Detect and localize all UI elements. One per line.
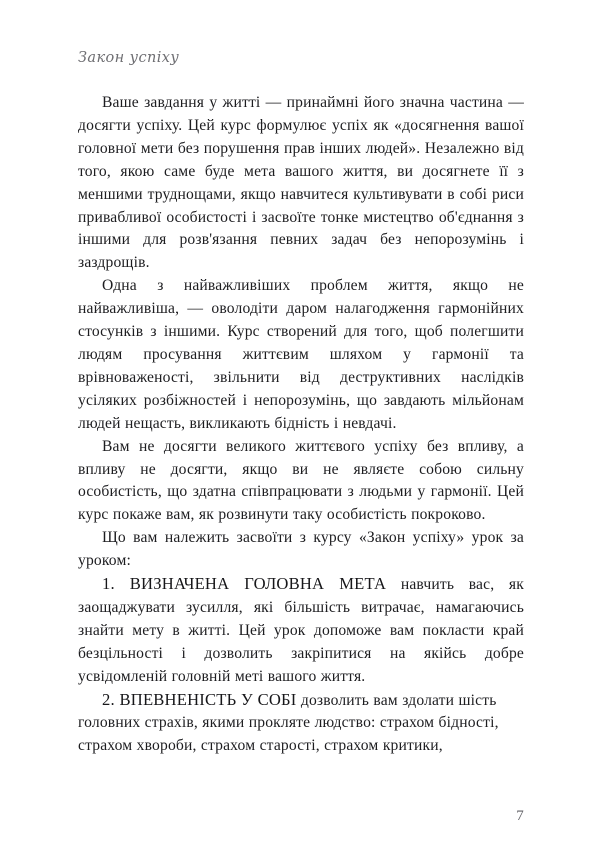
lesson-item-2-text: дозволить вам здолати шість головних страхів, якими прокляте людство: страхом бідності, страхом хвороби, страхом старості, страхом критики, — [78, 691, 499, 755]
page-number: 7 — [516, 808, 524, 824]
lesson-item-2 — [78, 689, 524, 759]
paragraph-4-text: Що вам належить засвоїти з курсу «Закон успіху» урок за уроком: — [78, 529, 524, 570]
lesson-item-1-title: 1. ВИЗНАЧЕНА ГОЛОВНА МЕТА — [102, 574, 387, 594]
paragraph-1-text: Ваше завдання у житті — принаймні його значна частина — досягти успіху. Цей курс формулює успіх як «досягнення вашої головної мети без порушення прав інших людей». Незалежно від того, якою саме буде мета вашого життя, ви досягнете її з меншими труднощами, якщо навчитеся культивувати в собі риси привабливої особистості і засвоїте тонке мистецтво об'єднання з іншими для розв'язання певних задач без непорозумінь і заздрощів. — [78, 94, 524, 272]
running-head-text: Закон успіху — [78, 50, 180, 66]
paragraph-3-text: Вам не досягти великого життєвого успіху без впливу, а впливу не досягти, якщо ви не являєте собою сильну особистість, що здатна співпрацювати з людьми у гармонії. Цей курс покаже вам, як розвинути таку особистість покроково. — [78, 437, 524, 524]
lesson-item-1-text: навчить вас, як заощаджувати зусилля, які більшість витрачає, намагаючись знайти мету в житті. Цей урок допоможе вам покласти край безцільності і дозволить закріпитися на якійсь добре усвідомленій головній меті вашого життя. — [78, 576, 524, 685]
paragraph-3 — [78, 436, 524, 528]
paragraph-2-text: Одна з найважливіших проблем життя, якщо не найважливіша, — оволодіти даром налагодження гармонійних стосунків з іншими. Курс створений для того, щоб полегшити людям просування життєвим шляхом у гармонії та врівноваженості, звільнити від деструктивних наслідків усіляких розбіжностей і непорозумінь, що завдають мільйонам людей нещасть, викликають бідність і невдачі. — [78, 277, 524, 432]
paragraph-2 — [78, 275, 524, 435]
lesson-item-2-title: 2. ВПЕВНЕНІСТЬ У СОБІ — [102, 689, 297, 709]
lesson-item-1 — [78, 573, 524, 689]
running-head — [78, 50, 524, 74]
paragraph-1 — [78, 92, 524, 275]
body-text-block — [78, 92, 524, 758]
paragraph-4 — [78, 527, 524, 573]
